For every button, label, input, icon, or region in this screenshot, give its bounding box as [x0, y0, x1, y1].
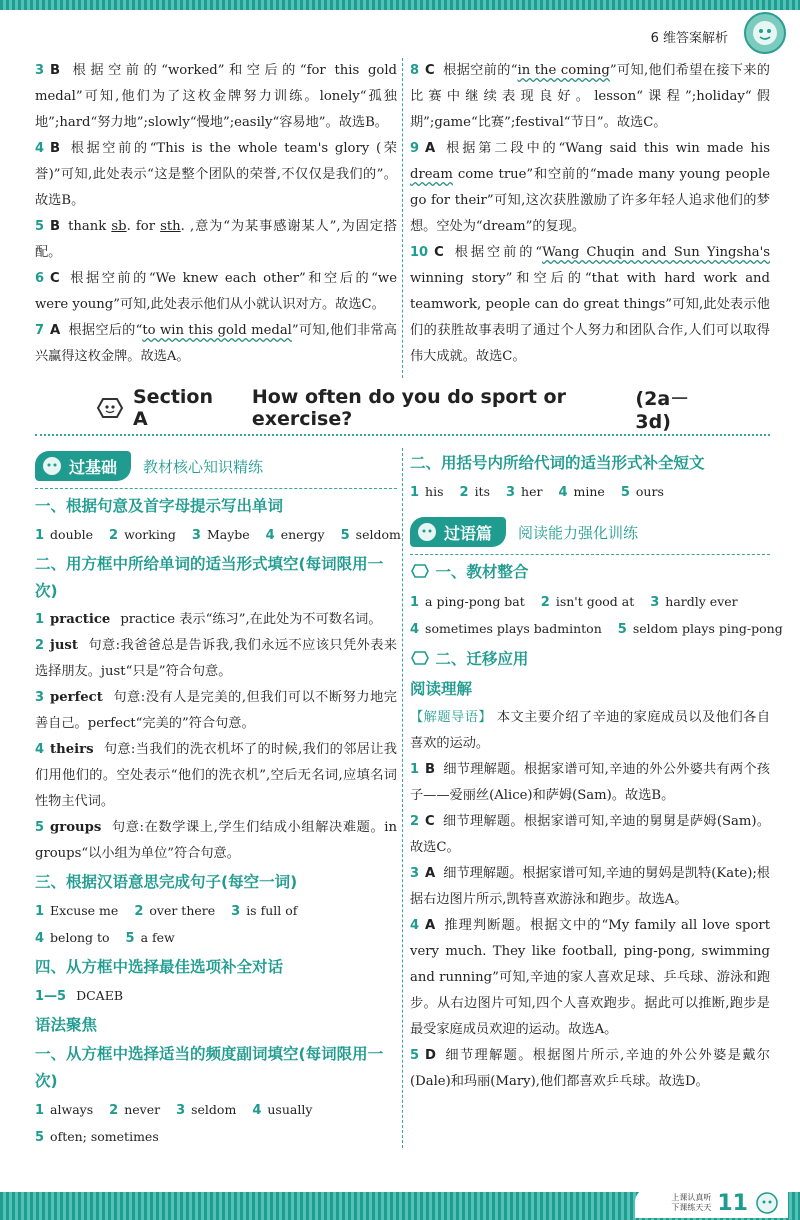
- part4-range: 1—5: [35, 989, 67, 1004]
- item-number: 3: [35, 63, 45, 78]
- item-text: 细节理解题。根据家谱可知,辛迪的外公外婆共有两个孩子——爱丽丝(Alice)和萨姆(Sam)。故选B。: [410, 762, 770, 803]
- answer-text: working: [124, 527, 176, 542]
- sub2-heading-text: 二、迁移应用: [435, 650, 529, 668]
- answer-number: 3: [650, 595, 660, 610]
- item-number: 1: [410, 762, 420, 777]
- reading-item: [410, 913, 770, 1043]
- item-text: 句意:当我们的洗衣机坏了的时候,我们的邻居让我们用他们的。空处表示“他们的洗衣机”,空后无名词,应填名词性物主代词。: [35, 742, 397, 809]
- answer-text: often; sometimes: [50, 1129, 159, 1144]
- item-word: just: [50, 638, 78, 653]
- answer-text: Excuse me: [50, 903, 119, 918]
- guide-text: 本文主要介绍了辛迪的家庭成员以及他们各自喜欢的运动。: [410, 710, 771, 751]
- answer-number: 3: [506, 485, 516, 500]
- part1-answers: [35, 522, 401, 549]
- item-answer: C: [434, 245, 444, 260]
- right-part2-heading: 二、用括号内所给代词的适当形式补全短文: [410, 454, 705, 472]
- item-text: 推理判断题。根据文中的“My family all love sport very much. They like football, ping-pong, swimming and running”可知,辛迪的家人喜欢足球、乒乓球、游泳和跑步。从右边图片可知,四个人喜欢跑步。据此可以推断,跑步是最受家庭成员欢迎的运动。故选A。: [410, 918, 770, 1037]
- item-text: 句意:在数学课上,学生们结成小组解决难题。in groups“以小组为单位”符合句意。: [35, 820, 397, 861]
- sub1-heading: [410, 559, 770, 586]
- item-number: 2: [35, 638, 45, 653]
- item-text: 细节理解题。根据家谱可知,辛迪的舅妈是凯特(Kate);根据右边图片所示,凯特喜欢游泳和跑步。故选A。: [410, 866, 770, 907]
- item-answer: C: [425, 814, 435, 829]
- part2-item: [35, 607, 397, 633]
- item-answer: B: [50, 141, 61, 156]
- reading-heading: 阅读理解: [410, 680, 473, 698]
- item-number: 8: [410, 63, 420, 78]
- item-text: 根据空前的“: [442, 63, 518, 78]
- banner-rule-reading: [410, 554, 770, 555]
- answer-item: [35, 136, 397, 214]
- answer-number: 5: [125, 931, 135, 946]
- answer-text: belong to: [50, 930, 110, 945]
- answer-text: seldom: [191, 1102, 237, 1117]
- mascot-footer-icon: [754, 1191, 780, 1215]
- part2-items: [35, 607, 397, 867]
- item-text: 根据空前的“We knew each other”和空后的“we were young”可知,此处表示他们从小就认识对方。故选C。: [35, 271, 397, 312]
- item-number: 7: [35, 323, 45, 338]
- item-word: perfect: [50, 690, 103, 705]
- item-number: 4: [35, 742, 45, 757]
- item-number: 4: [35, 141, 45, 156]
- answer-text: Maybe: [206, 527, 250, 542]
- part2-heading: 二、用方框中所给单词的适当形式填空(每词限用一次): [35, 555, 384, 600]
- section-label: Section A: [133, 386, 214, 430]
- item-text: ”可知,他们非常高兴赢得这枚金牌。故选A。: [35, 323, 397, 364]
- part2-item: [35, 633, 397, 685]
- answer-number: 2: [109, 528, 119, 543]
- item-text: sth: [160, 219, 181, 234]
- item-number: 2: [410, 814, 420, 829]
- item-number: 9: [410, 141, 420, 156]
- item-word: groups: [50, 820, 102, 835]
- item-text: . ,意为“为某事感谢某人”,为固定搭配。: [35, 219, 397, 260]
- section-title: [95, 386, 715, 433]
- footer-motto: [671, 1193, 711, 1213]
- answer-number: 2: [109, 1103, 119, 1118]
- item-number: 5: [35, 820, 45, 835]
- item-text: to win this gold medal: [142, 323, 292, 338]
- left-column: [35, 448, 401, 1151]
- item-answer: A: [425, 918, 436, 933]
- answer-text: is full of: [246, 903, 298, 918]
- answer-number: 2: [459, 485, 469, 500]
- sub1-answers-row2: [410, 616, 783, 643]
- answer-number: 1: [410, 595, 420, 610]
- item-answer: C: [425, 63, 435, 78]
- item-text: 根据第二段中的“Wang said this win made his: [443, 141, 770, 156]
- answer-text: energy: [280, 527, 325, 542]
- item-answer: A: [425, 866, 436, 881]
- section-range: (2a－3d): [635, 387, 690, 433]
- answer-text: mine: [573, 484, 605, 499]
- answer-text: sometimes plays badminton: [425, 621, 602, 636]
- mascot-stamp-icon: [95, 395, 125, 421]
- item-answer: D: [425, 1048, 436, 1063]
- answer-item: [35, 266, 397, 318]
- answer-text: her: [521, 484, 543, 499]
- answer-text: a few: [140, 930, 175, 945]
- item-number: 5: [35, 219, 45, 234]
- item-text: in the coming: [517, 63, 610, 78]
- item-answer: C: [50, 271, 60, 286]
- item-text: thank: [68, 219, 112, 234]
- answer-number: 1: [35, 904, 45, 919]
- right-part2-answers: [410, 479, 770, 506]
- part2-item: [35, 815, 397, 867]
- item-text: 句意:我爸爸总是告诉我,我们永远不应该只凭外表来选择朋友。just“只是”符合句意。: [35, 638, 397, 679]
- item-text: winning story”和空后的“that with hard work and teamwork, people can do great things”可知,此处表示他们的获胜故事表明了通过个人努力和团队合作,人们可以取得伟大成就。故选C。: [410, 271, 770, 364]
- item-number: 5: [410, 1048, 420, 1063]
- item-answer: B: [50, 63, 61, 78]
- part2-item: [35, 685, 397, 737]
- answer-text: over there: [149, 903, 216, 918]
- item-text: dream: [410, 167, 453, 182]
- part4-heading: 四、从方框中选择最佳选项补全对话: [35, 958, 284, 976]
- answer-text: never: [124, 1102, 161, 1117]
- item-number: 10: [410, 245, 429, 260]
- part3-answers-row1: [35, 898, 397, 925]
- answer-number: 4: [410, 622, 420, 637]
- answer-number: 2: [134, 904, 144, 919]
- reading-item: [410, 861, 770, 913]
- answer-number: 3: [231, 904, 241, 919]
- section-question: How often do you do sport or exercise?: [251, 386, 566, 430]
- mascot-logo-icon: [744, 12, 786, 54]
- answer-item: [35, 58, 397, 136]
- item-number: 4: [410, 918, 420, 933]
- answer-item: [35, 214, 397, 266]
- answer-text: isn't good at: [555, 594, 635, 609]
- column-divider: [402, 58, 403, 378]
- grammar-answers-row2: [35, 1124, 397, 1151]
- answer-number: 5: [340, 528, 350, 543]
- item-text: 细节理解题。根据图片所示,辛迪的外公外婆是戴尔(Dale)和玛丽(Mary),他们都喜欢乒乓球。故选D。: [410, 1048, 770, 1089]
- mascot-icon: [416, 522, 438, 542]
- answer-number: 5: [620, 485, 630, 500]
- guide-tag: 【解题导语】: [410, 710, 493, 725]
- grammar-heading: 语法聚焦: [35, 1016, 98, 1034]
- item-text: . for: [126, 219, 161, 234]
- answer-number: 3: [191, 528, 201, 543]
- item-number: 6: [35, 271, 45, 286]
- right-column: [410, 448, 783, 1095]
- answer-number: 4: [35, 931, 45, 946]
- answer-text: ours: [635, 484, 664, 499]
- answer-number: 5: [617, 622, 627, 637]
- banner-subtitle-reading: 阅读能力强化训练: [518, 523, 639, 542]
- answer-item: [410, 58, 770, 136]
- answer-number: 2: [540, 595, 550, 610]
- stamp-icon: [410, 563, 430, 579]
- item-answer: B: [50, 219, 61, 234]
- header-label: 6 维答案解析: [650, 31, 728, 46]
- answer-number: 3: [176, 1103, 186, 1118]
- banner-basics: [35, 448, 397, 484]
- answer-number: 1: [410, 485, 420, 500]
- item-text: come true”和空前的“made many young people go for their”可知,这次获胜激励了许多年轻人追求他们的梦想。空处为“dream”的复现。: [410, 167, 770, 234]
- answer-text: seldom plays ping-pong: [632, 621, 783, 636]
- item-answer: A: [50, 323, 61, 338]
- banner-rule: [35, 488, 397, 489]
- footer-page-box: [635, 1188, 788, 1218]
- answer-text: always: [50, 1102, 94, 1117]
- answer-text: its: [474, 484, 490, 499]
- grammar-answers-row1: [35, 1097, 397, 1124]
- banner-label-reading: 过语篇: [444, 523, 493, 543]
- item-text: ”可知,他们希望在接下来的比赛中继续表现良好。lesson“课程”;holiday“假期”;game“比赛”;festival“节日”。故选C。: [410, 63, 770, 130]
- column-divider-lower: [402, 448, 403, 1148]
- reading-item: [410, 1043, 770, 1095]
- item-text: 根据空后的“: [68, 323, 143, 338]
- answer-item: [410, 240, 770, 370]
- item-word: theirs: [50, 742, 94, 757]
- answer-text: usually: [267, 1102, 313, 1117]
- footer-motto-line2: 下课练天天: [671, 1203, 712, 1212]
- reading-item: [410, 809, 770, 861]
- answer-number: 4: [252, 1103, 262, 1118]
- item-text: sb: [111, 219, 127, 234]
- footer-motto-line1: 上课认真听: [671, 1193, 712, 1202]
- answer-item: [410, 136, 770, 240]
- part4-answer-text: DCAEB: [76, 988, 124, 1003]
- answer-number: 5: [35, 1130, 45, 1145]
- grammar-sub-heading: 一、从方框中选择适当的频度副词填空(每词限用一次): [35, 1045, 384, 1090]
- reading-item: [410, 757, 770, 809]
- item-number: 3: [410, 866, 420, 881]
- item-answer: A: [425, 141, 436, 156]
- item-number: 3: [35, 690, 45, 705]
- answer-number: 1: [35, 528, 45, 543]
- banner-subtitle: 教材核心知识精练: [143, 457, 264, 476]
- answer-text: his: [425, 484, 444, 499]
- answer-number: 4: [558, 485, 568, 500]
- answer-number: 4: [265, 528, 275, 543]
- part2-item: [35, 737, 397, 815]
- top-decorative-bar: [0, 0, 800, 10]
- section-dotted-rule: [35, 434, 770, 436]
- answer-text: seldom: [355, 527, 401, 542]
- item-text: 细节理解题。根据家谱可知,辛迪的舅舅是萨姆(Sam)。故选C。: [410, 814, 770, 855]
- part3-heading: 三、根据汉语意思完成句子(每空一词): [35, 873, 298, 891]
- part4-answer: [35, 983, 397, 1010]
- banner-pill: [35, 451, 131, 481]
- item-word: practice: [50, 612, 111, 627]
- item-text: 句意:没有人是完美的,但我们可以不断努力地完善自己。perfect“完美的”符合句意。: [35, 690, 397, 731]
- answer-text: double: [50, 527, 94, 542]
- item-text: Wang Chuqin and Sun Yingsha's: [542, 245, 770, 260]
- item-text: 根据空前的“: [451, 245, 543, 260]
- answer-item: [35, 318, 397, 370]
- part3-answers-row2: [35, 925, 397, 952]
- reading-items: [410, 757, 770, 1095]
- mascot-icon: [41, 456, 63, 476]
- item-text: 根据空前的“This is the whole team's glory (荣誉)”可知,此处表示“这是整个团队的荣誉,不仅仅是我们的”。故选B。: [35, 141, 397, 208]
- sub2-heading: [410, 646, 770, 673]
- answer-number: 1: [35, 1103, 45, 1118]
- banner-label: 过基础: [69, 457, 118, 477]
- banner-reading: [410, 514, 770, 550]
- answer-text: hardly ever: [665, 594, 738, 609]
- reading-guide: [410, 705, 770, 757]
- top-right-answers: [410, 58, 770, 370]
- part1-heading: 一、根据句意及首字母提示写出单词: [35, 497, 284, 515]
- item-text: practice 表示“练习”,在此处为不可数名词。: [120, 612, 382, 627]
- banner-pill-reading: [410, 517, 506, 547]
- sub1-answers-row1: [410, 589, 770, 616]
- item-text: 根据空前的“worked”和空后的“for this gold medal”可知,他们为了这枚金牌努力训练。lonely“孤独地”;hard“努力地”;slowly“慢地”;easily“容易地”。故选B。: [35, 63, 397, 130]
- top-left-answers: [35, 58, 397, 370]
- page-number: 11: [717, 1190, 748, 1216]
- stamp-icon: [410, 650, 430, 666]
- item-answer: B: [425, 762, 436, 777]
- answer-text: a ping-pong bat: [425, 594, 525, 609]
- item-number: 1: [35, 612, 45, 627]
- sub1-heading-text: 一、教材整合: [435, 563, 529, 581]
